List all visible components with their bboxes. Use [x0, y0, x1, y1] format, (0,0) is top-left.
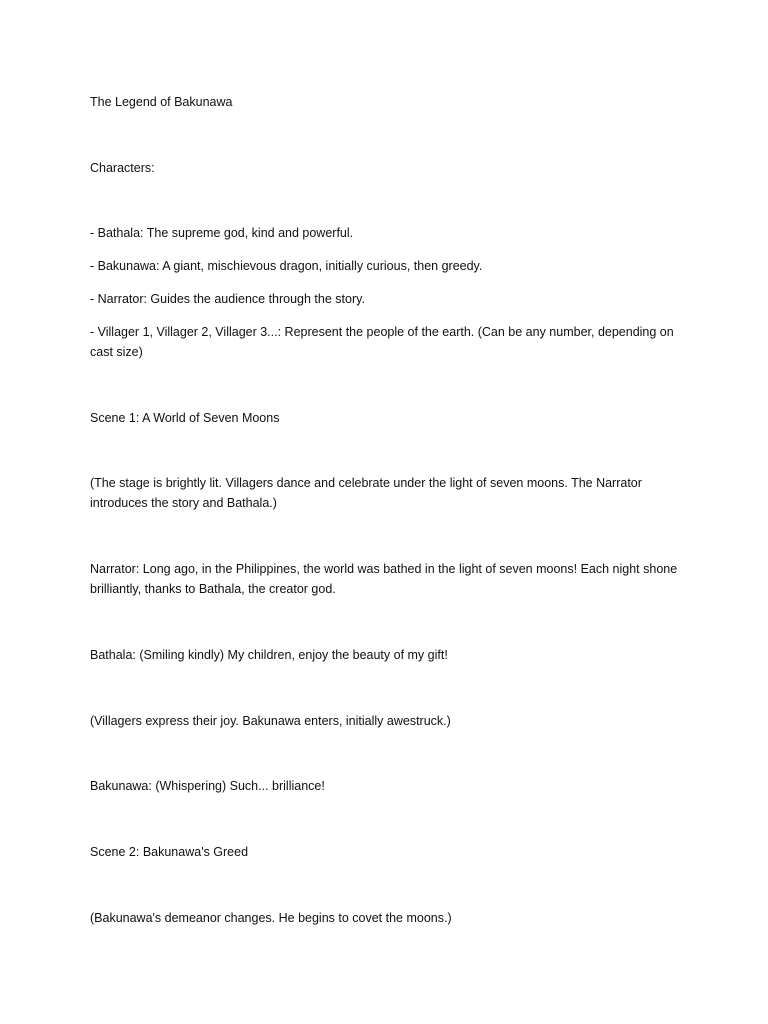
scene1-stage-direction: (The stage is brightly lit. Villagers dance and celebrate under the light of seven moons. The Narrator introduces the story and Bathala.): [90, 476, 642, 510]
scene1-bakunawa-line: Bakunawa: (Whispering) Such... brilliance!: [90, 779, 325, 793]
scene2-stage-direction: (Bakunawa's demeanor changes. He begins to covet the moons.): [90, 911, 452, 925]
character-bathala: - Bathala: The supreme god, kind and powerful.: [90, 226, 354, 240]
scene1-narrator-line: Narrator: Long ago, in the Philippines, the world was bathed in the light of seven moons! Each night shone brilliantly, thanks to Bathala, the creator god.: [90, 562, 678, 596]
scene1-heading: Scene 1: A World of Seven Moons: [90, 411, 280, 425]
scene1-bathala-line: Bathala: (Smiling kindly) My children, enjoy the beauty of my gift!: [90, 648, 448, 662]
character-narrator: - Narrator: Guides the audience through the story.: [90, 292, 365, 306]
character-villagers: - Villager 1, Villager 2, Villager 3...: Represent the people of the earth. (Can be any number, depending on cast size): [90, 325, 674, 359]
scene1-villagers-direction: (Villagers express their joy. Bakunawa enters, initially awestruck.): [90, 714, 451, 728]
scene2-heading: Scene 2: Bakunawa's Greed: [90, 845, 249, 859]
characters-heading: Characters:: [90, 161, 155, 175]
document-title: The Legend of Bakunawa: [90, 95, 233, 109]
character-bakunawa: - Bakunawa: A giant, mischievous dragon, initially curious, then greedy.: [90, 259, 483, 273]
